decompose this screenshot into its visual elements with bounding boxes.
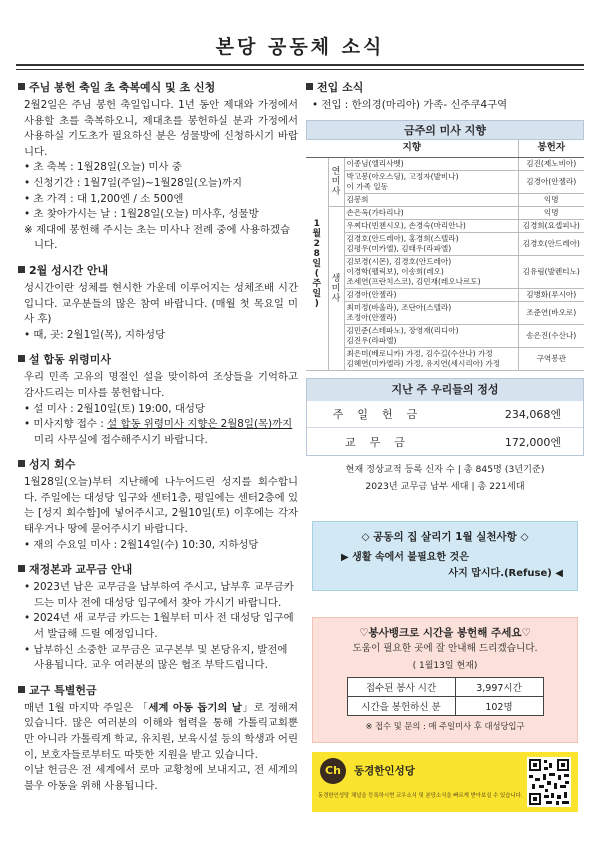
section-body: 2월2일은 주님 봉헌 축일입니다. 1년 동안 제대와 가정에서 사용할 초를 축복하오니, 제대초를 봉헌하실 분과 가정에서 사용하실 기도초가 필요하신 분은 성물방에 신청하시기 바랍니다.	[24, 99, 298, 158]
list-item: • 때, 곳: 2월1일(목), 지하성당	[24, 328, 166, 341]
section-transfer	[306, 80, 584, 114]
bullet-square-icon	[18, 565, 25, 572]
mass-intent: 김경호(안드레아), 홍경희(스텔라) 김평우(미카엘), 김태우(라파엘)	[344, 233, 518, 256]
offering-label: 주일헌금	[332, 408, 432, 422]
table-row	[347, 697, 543, 716]
page-title: 본당 공동체 소식	[215, 36, 385, 58]
campaign-line: ▶ 생활 속에서 불필요한 것은	[341, 552, 469, 564]
list-item: • 초 찾아가시는 날 : 1월28일(오늘) 미사후, 성물방	[24, 208, 259, 221]
section-body: 매년 1월 마지막 주일은 「세계 아동 돕기의 날」로 정해져 있습니다. 많은 여러분의 이해와 협력을 통해 가톨릭교회뿐만 아니라 가톨릭계 학교, 유치원, 보육시설 등의 학생과 어린이, 보호자들로부터도 따뜻한 지원을 받고 있습니다.	[24, 701, 298, 761]
section-heading: 성지 회수	[29, 458, 76, 472]
list-item: • 납부하신 소중한 교무금은 교구본부 및 본당유지, 발전에 사용됩니다. 교우 여러분의 많은 협조 부탁드립니다.	[24, 643, 288, 672]
table-row	[306, 194, 584, 207]
channel-logo: Ch	[320, 758, 346, 784]
volunteer-label: 시간을 봉헌하신 분	[347, 697, 455, 716]
offering-row	[307, 428, 583, 455]
bullet-square-icon	[18, 686, 25, 693]
section-body: 성시간이란 성체를 현시한 가운데 이루어지는 성체조배 시간입니다. 교우분들의 많은 참여 바랍니다. (매월 첫 목요일 미사 후)	[24, 281, 298, 326]
right-column	[306, 80, 584, 812]
mass-donor: 김병화(루시아)	[518, 289, 584, 302]
section-body: 1월28일(오늘)부터 지난해에 나누어드린 성지를 회수합니다. 주일에는 대성당 입구와 센터1층, 평일에는 센터2층에 있는 [성지 회수함]에 넣어주시고, 2월10일(토) 이후에는 각자 태우거나 땅에 묻어주시기 바랍니다.	[24, 476, 298, 536]
list-item: • 재의 수요일 미사 : 2월14일(수) 10:30, 지하성당	[24, 538, 259, 551]
transfer-line: • 전입 : 한의경(마리아) 가족- 신주쿠4구역	[312, 99, 508, 111]
mass-table-body	[306, 158, 584, 371]
table-row	[306, 158, 584, 171]
list-item: • 초 축복 : 1월28일(오늘) 미사 중	[24, 161, 182, 174]
mass-intent: 최은미(베로니카) 가정, 김수길(수산나) 가정 김혜연(미카엘라) 가정, 유지연(세시리아) 가정	[344, 348, 518, 371]
table-row	[306, 220, 584, 233]
mass-donor: 조준연(바오로)	[518, 302, 584, 325]
list-note: ※ 제대에 봉헌해 주시는 초는 미사나 전례 중에 사용하겠습니다.	[24, 223, 290, 252]
column-header-donor: 봉헌자	[518, 140, 584, 158]
mass-intent: 우찌다(빈첸시오), 손경숙(마리안나)	[344, 220, 518, 233]
section-list	[18, 160, 298, 254]
bold-day-name: 세계 아동 돕기의 날	[148, 701, 242, 714]
offering-value: 234,068엔	[504, 408, 561, 422]
mass-intent: 손은옥(가타리나)	[344, 207, 518, 220]
volunteer-title: ♡봉사뱅크로 시간을 봉헌해 주세요♡	[359, 627, 531, 640]
mass-type: 연 미 사	[328, 158, 344, 207]
table-row	[306, 256, 584, 289]
volunteer-footer: ※ 접수 및 문의 : 매 주일미사 후 대성당입구	[365, 721, 525, 732]
mass-intent: 김봉희	[344, 194, 518, 207]
bullet-square-icon	[18, 460, 25, 467]
bullet-square-icon	[306, 83, 313, 90]
mass-donor: 익명	[518, 207, 584, 220]
section-heading: 주님 봉헌 축일 초 축복예식 및 초 신청	[29, 81, 216, 94]
section-special-collection	[18, 683, 298, 795]
section-holy-hour	[18, 263, 298, 343]
channel-description: 동경한인성당 채널을 등록하시면 교우소식 및 본당소식을 빠르게 받아보실 수 있습니다.	[318, 793, 523, 800]
list-item: • 미사지향 접수 : 설 합동 위령미사 지향은 2월8일(목)까지 미리 사무실에 접수해주시기 바랍니다.	[24, 418, 293, 446]
household-count: 2023년 교무금 납부 세대 | 총 221세대	[365, 481, 525, 493]
mass-donor: 구역봉관	[518, 348, 584, 371]
section-heading: 재정본과 교무금 안내	[29, 563, 133, 577]
underlined-deadline: 설 합동 위령미사 지향은 2월8일(목)까지	[107, 418, 293, 431]
table-row	[347, 678, 543, 697]
title-rule	[16, 64, 584, 66]
mass-intentions-title: 금주의 미사 지향	[306, 120, 584, 140]
column-header-intent: 지향	[306, 140, 518, 158]
campaign-line: 사지 맙시다.(Refuse) ◀	[448, 568, 563, 580]
member-count: 현재 정상교적 등록 신자 수 | 총 845명 (3년기준)	[345, 464, 545, 476]
volunteer-subtitle: 도움이 필요한 곳에 잘 안내해 드리겠습니다.	[352, 643, 538, 655]
mass-date: 1 월 2 8 일 ( 주 일 )	[306, 158, 328, 371]
mass-intent: 김민준(스테파노), 장영재(리디아) 김진우(라파엘)	[344, 325, 518, 348]
section-memorial-mass	[18, 352, 298, 448]
section-heading: 전입 소식	[317, 81, 364, 94]
volunteer-value: 102명	[455, 697, 543, 716]
mass-donor: 익명	[518, 194, 584, 207]
section-dues	[18, 562, 298, 674]
title-rule-thin	[16, 69, 584, 70]
left-column	[18, 80, 298, 803]
section-heading: 교구 특별헌금	[29, 683, 97, 697]
table-row	[306, 233, 584, 256]
mass-intent: 김보경(시몬), 김경호(안드레아) 이경학(펠릭보), 이송희(레오) 조세연(프란치스코), 김민재(레오나르도)	[344, 256, 518, 289]
mass-donor: 김유림(발렌티노)	[518, 256, 584, 289]
offering-title: 지난 주 우리들의 정성	[307, 379, 583, 401]
offering-box	[306, 378, 584, 456]
mass-intent: 이종님(엘리사벳)	[344, 158, 518, 171]
section-body-2: 이날 헌금은 전 세계에서 로마 교황청에 보내지고, 전 세계의 불우 아동을 위해 사용됩니다.	[24, 764, 298, 792]
offering-row	[307, 401, 583, 428]
table-row	[306, 171, 584, 194]
section-body: 우리 민족 고유의 명절인 설을 맞이하여 조상들을 기억하고 감사드리는 미사를 봉헌합니다.	[24, 371, 298, 399]
volunteer-table	[347, 677, 544, 716]
mass-intent: 최미정(바올라), 조단아(스텔라) 조정아(안젤라)	[344, 302, 518, 325]
offering-value: 172,000엔	[504, 435, 561, 449]
mass-type: 생 미 사	[328, 207, 344, 371]
mass-donor: 김경호(안드레아)	[518, 233, 584, 256]
list-item: • 설 미사 : 2월10일(토) 19:00, 대성당	[24, 402, 205, 415]
channel-banner[interactable]	[312, 752, 578, 812]
mass-donor: 송은진(수산나)	[518, 325, 584, 348]
campaign-title: ◇ 공동의 집 살리기 1월 실천사항 ◇	[361, 531, 529, 544]
mass-intentions-table	[306, 140, 584, 372]
offering-label: 교무금	[345, 435, 419, 449]
table-row	[306, 289, 584, 302]
mass-donor: 김경아(안젤라)	[518, 171, 584, 194]
mass-intent: 박고봉(아오스딩), 고정자(발비나) 이 가족 일동	[344, 171, 518, 194]
bullet-square-icon	[18, 266, 25, 273]
section-candle-blessing	[18, 80, 298, 254]
table-row	[306, 207, 584, 220]
bullet-square-icon	[18, 83, 25, 90]
section-heading: 설 합동 위령미사	[29, 353, 112, 367]
volunteer-value: 3,997시간	[455, 678, 543, 697]
parish-stats	[306, 461, 584, 495]
list-item: • 초 가격 : 대 1,200엔 / 소 500엔	[24, 192, 184, 205]
section-palm-collection	[18, 457, 298, 553]
table-row	[306, 302, 584, 325]
list-item: • 신청기간 : 1월7일(주일)~1월28일(오늘)까지	[24, 176, 243, 189]
page-header	[16, 32, 584, 74]
list-item: • 2024년 새 교무금 카드는 1월부터 미사 전 대성당 입구에서 발급해 드릴 예정입니다.	[24, 612, 294, 641]
campaign-box	[312, 521, 578, 591]
qr-code-icon[interactable]	[527, 757, 571, 807]
table-row	[306, 325, 584, 348]
mass-intent: 김경아(안젤라)	[344, 289, 518, 302]
mass-donor: 김진(제노비아)	[518, 158, 584, 171]
volunteer-label: 접수된 봉사 시간	[347, 678, 455, 697]
table-row	[306, 348, 584, 371]
mass-donor: 김경희(요셉피나)	[518, 220, 584, 233]
channel-name: 동경한인성당	[354, 765, 415, 778]
table-header-row	[306, 140, 584, 158]
bullet-square-icon	[18, 355, 25, 362]
volunteer-date: ( 1월13일 현재)	[412, 661, 478, 672]
section-heading: 2월 성시간 안내	[29, 263, 109, 277]
list-item: • 2023년 납은 교무금을 납부하여 주시고, 납부후 교무금카드는 미사 전에 대성당 입구에서 찾아 가시기 바랍니다.	[24, 581, 294, 609]
volunteer-bank-box	[312, 617, 578, 743]
